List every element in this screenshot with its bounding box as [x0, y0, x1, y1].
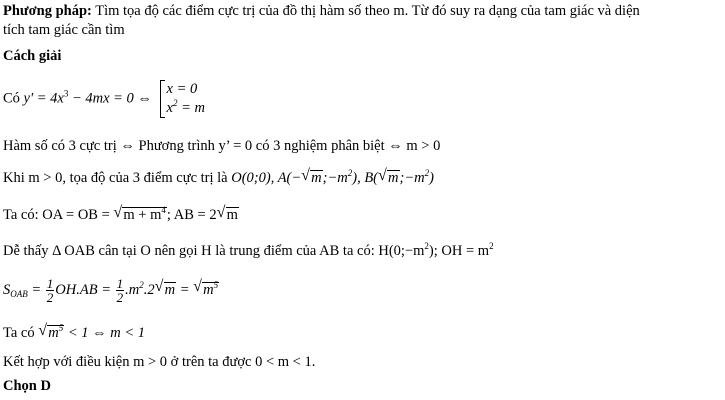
method-text-1: Tìm tọa độ các điểm cực trị của đồ thị hàm số theo m. Từ đó suy ra dạng của tam giác và diện: [91, 3, 640, 19]
inequality-line: Ta có √ $m^5 < 1$ ⇔ m < 1: [3, 322, 145, 341]
answer-line: Chọn D: [3, 378, 51, 394]
method-line-2: tích tam giác cần tìm: [3, 22, 125, 38]
distances-line: Ta có: OA = OB = √ $m + m^4$; AB = 2 √ m: [3, 204, 238, 223]
area-line: $S_{OAB}$ = $\frac{1}{2}$ OH.AB = $\frac{1}{2}$ $.m^2.2$ √ m = √ $m^5$: [3, 276, 219, 306]
case-bracket: x = 0 $x^2 = m$: [160, 80, 205, 118]
midpoint-line: Dễ thấy Δ OAB cân tại O nên gọi H là trung điểm của AB ta có: $H(0;-m^2)$; OH = $m^2$: [3, 241, 494, 259]
derivative-line: Có $y' = 4x^3 - 4mx = 0$ ⇔ x = 0 $x^2 = m$: [3, 81, 205, 116]
fraction-half: $\frac{1}{2}$: [46, 276, 54, 306]
extrema-line: Khi m > 0, tọa độ của 3 điểm cực trị là O(0;0), A(− √ $m;-m^2$), B( √ $m;-m^2$): [3, 167, 434, 186]
conclusion-line: Kết hợp với điều kiện m > 0 ở trên ta được 0 < m < 1.: [3, 354, 316, 370]
fraction-half-2: $\frac{1}{2}$: [116, 276, 124, 306]
condition-line: Hàm số có 3 cực trị ⇔ Phương trình y’ = 0 có 3 nghiệm phân biệt ⇔ m > 0: [3, 138, 441, 154]
method-line-1: [3, 3, 640, 20]
solution-heading: Cách giải: [3, 48, 62, 64]
method-label: Phương pháp:: [3, 3, 92, 19]
